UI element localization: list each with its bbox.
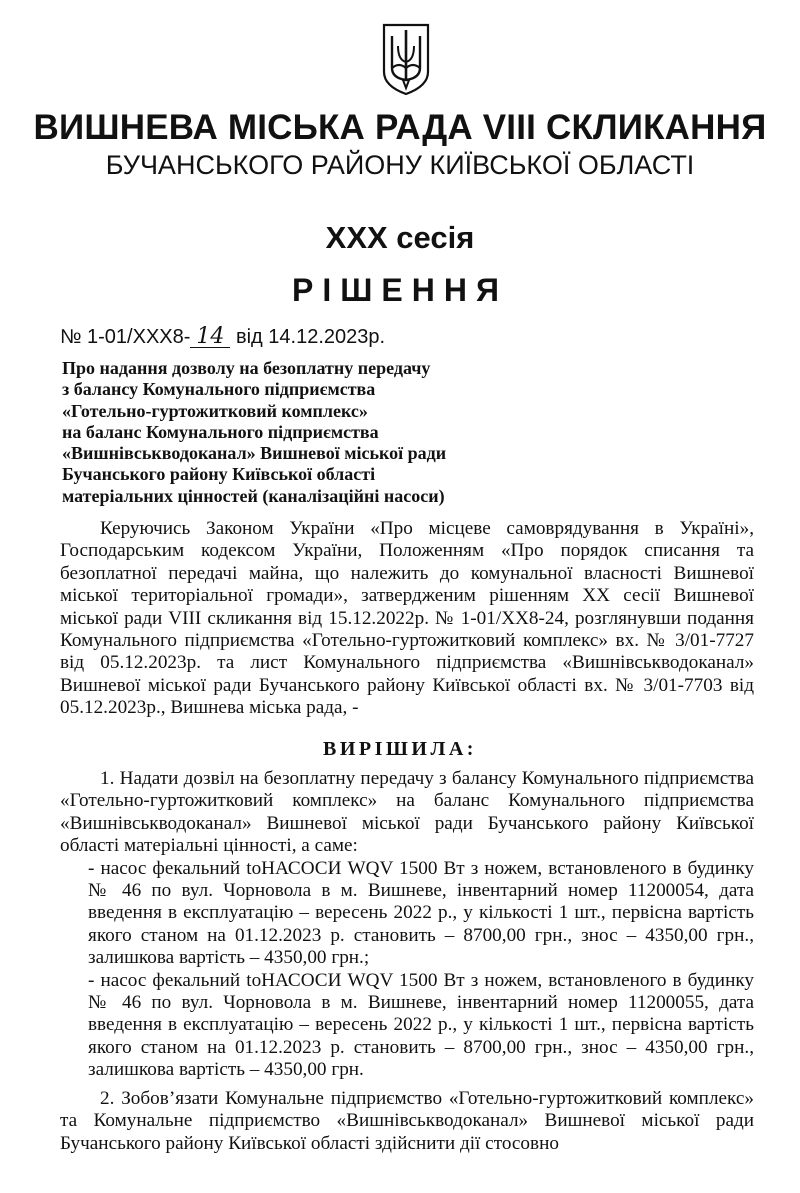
resolved-heading: ВИРІШИЛА:	[323, 738, 477, 760]
council-subtitle: БУЧАНСЬКОГО РАЙОНУ КИЇВСЬКОЇ ОБЛАСТІ	[105, 150, 695, 180]
document-number-prefix: № 1-01/XXX8-	[60, 326, 191, 348]
document-date: від 14.12.2023р.	[235, 326, 386, 348]
subject-line: матеріальних цінностей (каналізаційні насоси)	[62, 485, 445, 506]
item-1-pump-1: - насос фекальний toНАСОСИ WQV 1500 Вт з ножем, встановленого в будинку № 46 по вул. Чорновола в м. Вишневе, інвентарний номер 11200054, дата введення в експлуатацію – вересень 2022 р., у кількості 1 шт., первісна вартість якого станом на 01.12.2023 р. становить – 8700,00 грн., знос – 4350,00 грн., залишкова вартість – 4350,00 грн.;	[88, 857, 754, 969]
session-heading: XXX сесія	[325, 220, 475, 255]
coat-of-arms-trident-icon	[381, 22, 431, 96]
council-title: ВИШНЕВА МІСЬКА РАДА VIII СКЛИКАННЯ	[33, 108, 767, 147]
item-1: 1. Надати дозвіл на безоплатну передачу з балансу Комунального підприємства «Готельно-гуртожитковий комплекс» на баланс Комунального підприємства «Вишнівськводоканал» Вишневої міської ради Бучанського району Київської області матеріальні цінності, а саме:	[60, 768, 754, 857]
preamble-paragraph: Керуючись Законом України «Про місцеве самоврядування в Україні», Господарським кодексом України, Положенням «Про порядок списання та безоплатної передачі майна, що належить до комунальної власності Вишневої міської територіальної громади», затвердженим рішенням XX сесії Вишневої міської ради VIII скликання від 15.12.2022р. № 1-01/XX8-24, розглянувши подання Комунального підприємства «Готельно-гуртожитковий комплекс» вх. № 3/01-7727 від 05.12.2023р. та лист Комунального підприємства «Вишнівськводоканал» Вишневої міської ради Бучанського району Київської області вх. № 3/01-7703 від 05.12.2023р., Вишнева міська рада, -	[60, 518, 754, 719]
subject-line: «Готельно-гуртожитковий комплекс»	[62, 400, 368, 421]
subject-line: з балансу Комунального підприємства	[62, 379, 376, 400]
decision-items	[60, 768, 754, 1155]
document-number-line	[60, 326, 385, 349]
item-2: 2. Зобов’язати Комунальне підприємство «Готельно-гуртожитковий комплекс» та Комунальне підприємство «Вишнівськводоканал» Вишневої міської ради Бучанського району Київської області здійснити дії стосовно	[60, 1087, 754, 1154]
item-1-pump-2: - насос фекальний toНАСОСИ WQV 1500 Вт з ножем, встановленого в будинку № 46 по вул. Чорновола в м. Вишневе, інвентарний номер 11200055, дата введення в експлуатацію – вересень 2022 р., у кількості 1 шт., первісна вартість якого станом на 01.12.2023 р. становить – 8700,00 грн., знос – 4350,00 грн., залишкова вартість – 4350,00 грн.	[88, 969, 754, 1081]
subject-line: Про надання дозволу на безоплатну передачу	[62, 358, 431, 378]
handwritten-number: 14	[190, 327, 230, 348]
subject-line: «Вишнівськводоканал» Вишневої міської ради	[62, 443, 447, 464]
subject-line: Бучанського району Київської області	[62, 464, 376, 485]
subject-line: на баланс Комунального підприємства	[62, 421, 379, 442]
decision-subject	[62, 358, 446, 507]
decision-heading: РІШЕННЯ	[292, 272, 508, 308]
preamble	[60, 518, 754, 720]
